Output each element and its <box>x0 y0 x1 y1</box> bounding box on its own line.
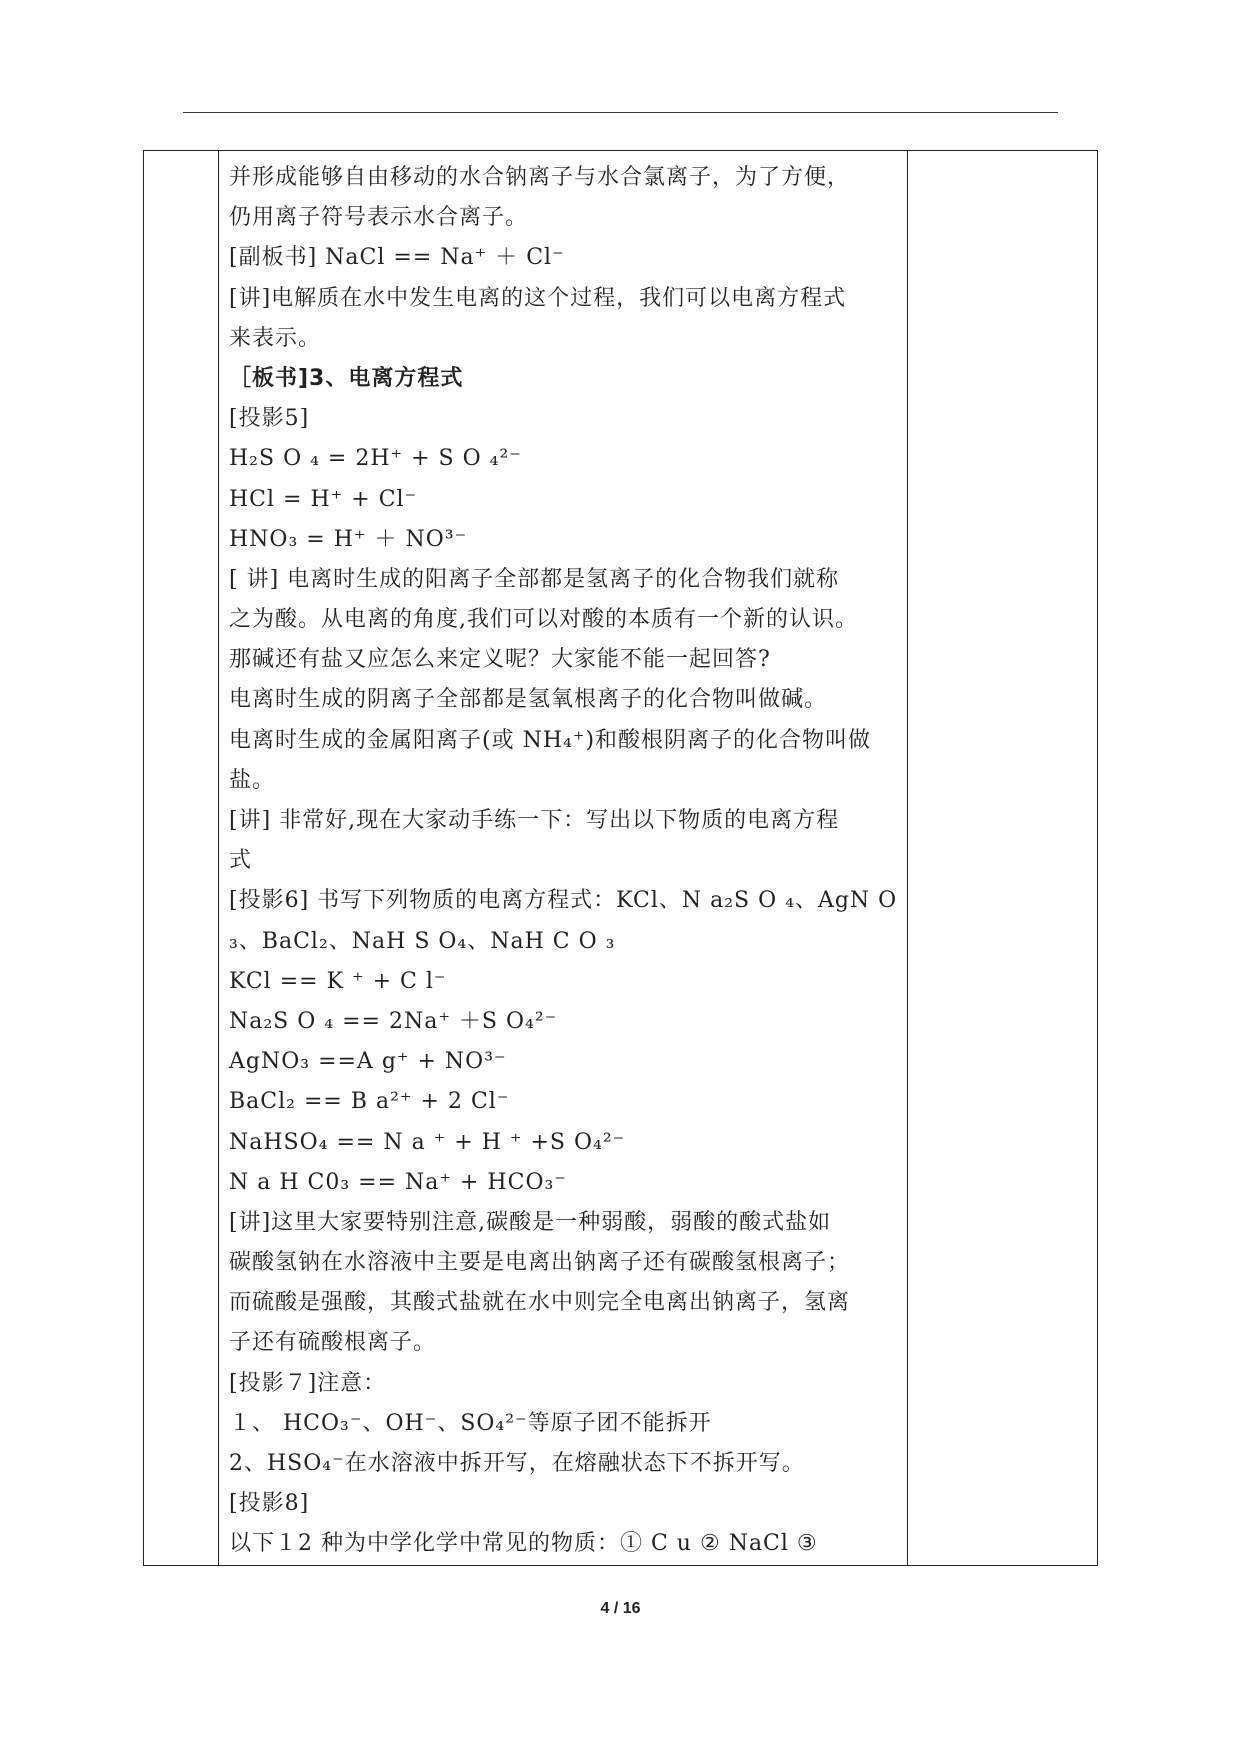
lesson-table <box>143 150 1098 1566</box>
text-line: 之为酸。从电离的角度,我们可以对酸的本质有一个新的认识。 <box>229 607 858 633</box>
equation-line: N a H C0₃ == Na⁺ + HCO₃⁻ <box>229 1169 567 1195</box>
equation-line: KCl == K ⁺ + C l⁻ <box>229 968 447 994</box>
page-number: 4 / 16 <box>600 1600 641 1617</box>
equation-line: HCl = H⁺ + Cl⁻ <box>229 486 418 512</box>
text-line: [ 讲] 电离时生成的阳离子全部都是氢离子的化合物我们就称 <box>229 566 840 592</box>
text-line: 那碱还有盐又应怎么来定义呢？大家能不能一起回答? <box>229 647 771 673</box>
text-line: 并形成能够自由移动的水合钠离子与水合氯离子，为了方便， <box>229 165 851 190</box>
text-line: １、 HCO₃⁻、OH⁻、SO₄²⁻等原子团不能拆开 <box>229 1410 712 1436</box>
text-line: [讲]电解质在水中发生电离的这个过程，我们可以电离方程式 <box>229 285 847 311</box>
text-line: [投影6] 书写下列物质的电离方程式：KCl、N a₂S O ₄、AgN O <box>229 888 898 914</box>
text-line: 以下１2 种为中学化学中常见的物质：① C u ② NaCl ③ <box>229 1531 818 1557</box>
text-line: 电离时生成的阴离子全部都是氢氧根离子的化合物叫做碱。 <box>229 687 828 713</box>
text-line: [投影5] <box>229 406 310 432</box>
header-rule <box>183 112 1058 113</box>
text-line: 电离时生成的金属阳离子(或 NH₄⁺)和酸根阴离子的化合物叫做 <box>229 727 872 753</box>
text-line: [投影8] <box>229 1491 310 1517</box>
text-line: [投影７]注意： <box>229 1370 387 1396</box>
text-line: ₃、BaCl₂、NaH S O₄、NaH C O ₃ <box>229 928 616 954</box>
column-divider-right <box>907 151 908 1565</box>
text-line: 盐。 <box>229 767 276 793</box>
equation-line: Na₂S O ₄ == 2Na⁺ ＋S O₄²⁻ <box>229 1008 558 1034</box>
equation-line: AgNO₃ ==A g⁺ + NO³⁻ <box>229 1049 507 1075</box>
lesson-content <box>229 151 901 1565</box>
column-divider-left <box>218 151 219 1565</box>
text-line: 2、HSO₄⁻在水溶液中拆开写，在熔融状态下不拆开写。 <box>229 1451 805 1476</box>
text-line: 来表示。 <box>229 325 322 351</box>
equation-line: H₂S O ₄ = 2H⁺ + S O ₄²⁻ <box>229 446 522 472</box>
text-line: [讲] 非常好,现在大家动手练一下：写出以下物质的电离方程 <box>229 808 840 833</box>
section-heading: ［板书]3、电离方程式 <box>229 365 464 391</box>
text-line: 式 <box>229 848 253 874</box>
text-line: 子还有硫酸根离子。 <box>229 1330 437 1356</box>
equation-line: NaHSO₄ == N a ⁺ + H ⁺ +S O₄²⁻ <box>229 1129 626 1155</box>
text-line: [讲]这里大家要特别注意,碳酸是一种弱酸，弱酸的酸式盐如 <box>229 1209 832 1235</box>
equation-line: HNO₃ = H⁺ ＋ NO³⁻ <box>229 526 468 552</box>
text-line: 而硫酸是强酸，其酸式盐就在水中则完全电离出钠离子，氢离 <box>229 1290 851 1316</box>
text-line: [副板书] NaCl == Na⁺ ＋ Cl⁻ <box>229 245 565 271</box>
equation-line: BaCl₂ == B a²⁺ + 2 Cl⁻ <box>229 1089 510 1115</box>
text-line: 碳酸氢钠在水溶液中主要是电离出钠离子还有碳酸氢根离子； <box>229 1250 851 1276</box>
text-line: 仍用离子符号表示水合离子。 <box>229 205 529 231</box>
